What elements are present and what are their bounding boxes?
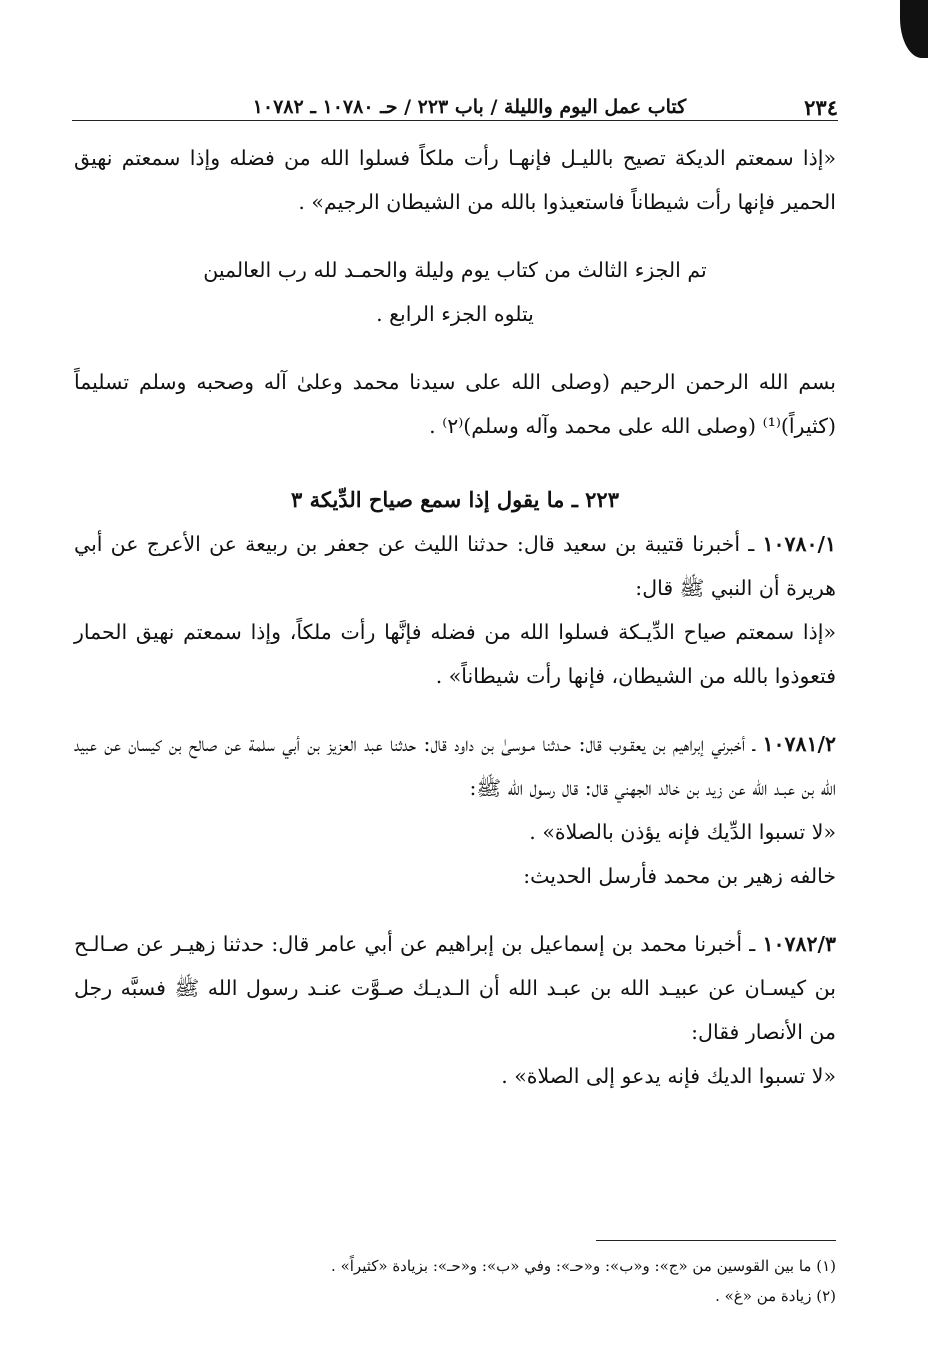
page-body <box>74 136 836 1098</box>
hadith-3-isnad-text: ـ أخبرنا محمد بن إسماعيل بن إبراهيم عن أبي عامر قال: حدثنا زهيـر عن صـالـح بن كيسـان عن عبيـد الله بن عبـد الله أن الـديـك صـوَّت عنـد رسول الله ﷺ فسبَّه رجل من الأنصار فقال: <box>74 932 836 1044</box>
volume-followup-line: يتلوه الجزء الرابع . <box>376 302 534 326</box>
running-header <box>72 84 838 121</box>
hadith-3-number: ١٠٧٨٢/٣ <box>762 932 836 956</box>
hadith-2-number: ١٠٧٨١/٢ <box>762 732 836 756</box>
hadith-3-matn: «لا تسبوا الديك فإنه يدعو إلى الصلاة» . <box>501 1064 836 1088</box>
footnote-rule <box>596 1240 836 1241</box>
hadith-1-isnad-text: ـ أخبرنا قتيبة بن سعيد قال: حدثنا الليث عن جعفر بن ربيعة عن الأعرج عن أبي هريرة أن النبي ﷺ قال: <box>74 532 836 600</box>
hadith-2-isnad-text: ـ أخبرني إبراهيم بن يعقـوب قال: حـدثنا مـوسىٰ بن داود قال: حدثنا عبد العزيز بن أبي سلمة عن صالح بن كيسان عن عبيد الله بن عبـد الله عن زيد بن خالد الجهني قال: قال رسول الله ﷺ: <box>74 732 836 800</box>
basmala-paragraph: بسم الله الرحمن الرحيم (وصلى الله على سيدنا محمد وعلىٰ آله وصحبه وسلم تسليماً (كثيراً)⁽¹⁾ (وصلى الله على محمد وآله وسلم)⁽٢⁾ . <box>74 370 836 438</box>
hadith-2-matn: «لا تسبوا الدِّيك فإنه يؤذن بالصلاة» . <box>529 820 836 844</box>
chapter-heading: ٢٢٣ ـ ما يقول إذا سمع صياح الدِّيكة ٣ <box>291 487 619 512</box>
footnote-2: (٢) زيادة من «غ» . <box>715 1287 836 1305</box>
footnote-1: (١) ما بين القوسين من «ج»: و«ب»: و«حـ»: وفي «ب»: و«حـ»: بزيادة «كثيراً» . <box>331 1257 836 1275</box>
hadith-1-isnad <box>74 522 836 610</box>
hadith-1-number: ١٠٧٨٠/١ <box>762 532 836 556</box>
header-title: كتاب عمل اليوم والليلة / باب ٢٢٣ / حـ ١٠٧٨٠ ـ ١٠٧٨٢ <box>252 96 687 118</box>
hadith-continuation: «إذا سمعتم الديكة تصيح بالليـل فإنهـا رأت ملكاً فسلوا الله من فضله وإذا سمعتم نهيق الحمير فإنها رأت شيطاناً فاستعيذوا بالله من الشيطان الرجيم» . <box>74 146 836 214</box>
hadith-1-matn: «إذا سمعتم صياح الدِّيـكة فسلوا الله من فضله فإنَّها رأت ملكاً، وإذا سمعتم نهيق الحمار فتعوذوا بالله من الشيطان، فإنها رأت شيطاناً» . <box>74 620 836 688</box>
hadith-3-isnad <box>74 922 836 1054</box>
hadith-2-isnad <box>74 722 836 810</box>
footnotes <box>74 1240 836 1311</box>
hadith-2-note: خالفه زهير بن محمد فأرسل الحديث: <box>523 864 836 888</box>
page-corner-mark <box>900 0 928 58</box>
page-number: ٢٣٤ <box>804 95 838 120</box>
volume-closing-line: تم الجزء الثالث من كتاب يوم وليلة والحمـد لله رب العالمين <box>203 258 707 282</box>
